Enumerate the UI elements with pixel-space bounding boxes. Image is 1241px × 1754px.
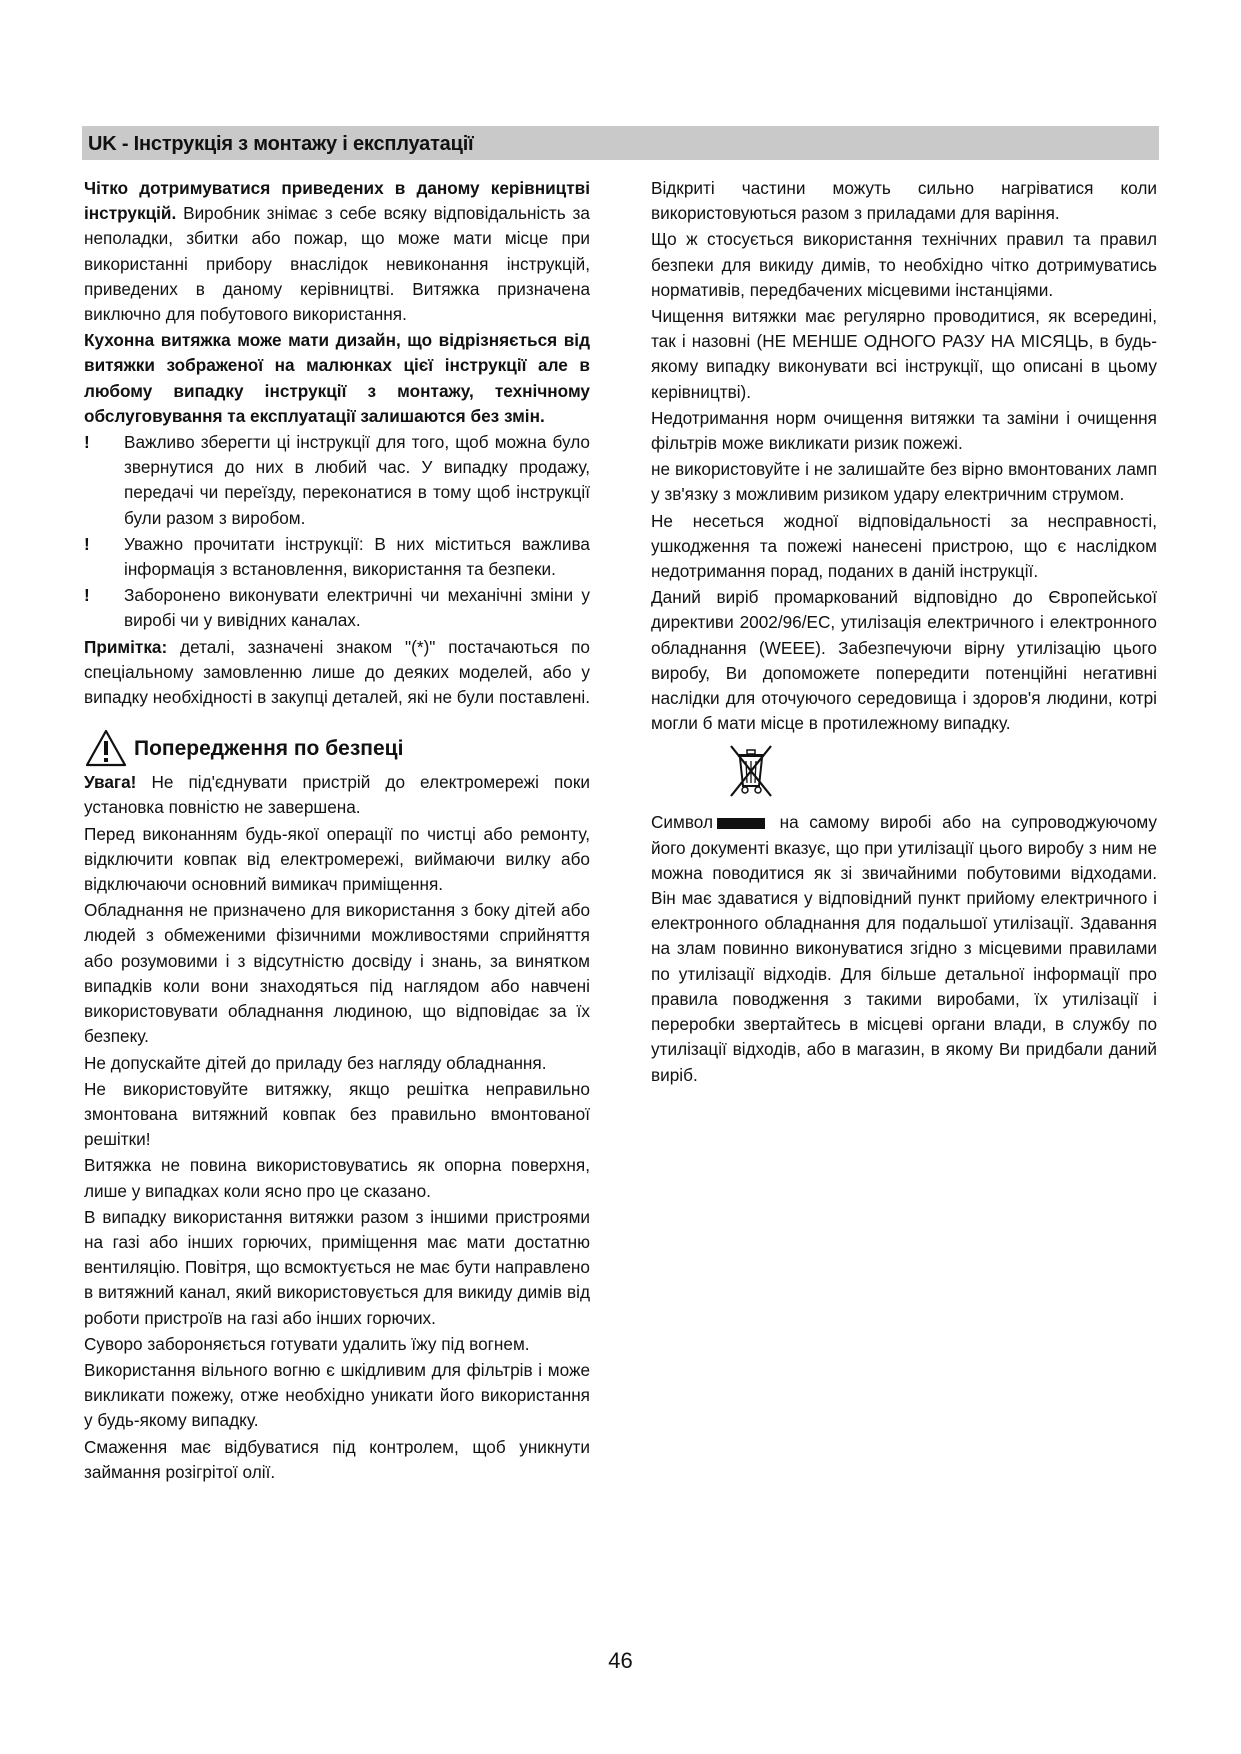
section-header-bar: [82, 126, 1159, 160]
note-paragraph: [84, 635, 590, 711]
safety-paragraph: Не використовуйте витяжку, якщо решітка неправильно змонтована витяжний ковпак без правильно вмонтованої решітки!: [84, 1078, 590, 1150]
right-paragraph: Відкриті частини можуть сильно нагріватися коли використовуються разом з приладами для варіння.: [651, 178, 1157, 224]
exclamation-mark: !: [84, 585, 90, 606]
bullet-text: Уважно прочитати інструкції: В них міститься важлива інформація з встановлення, використання та безпеки.: [124, 533, 590, 580]
warning-triangle-icon: [84, 728, 128, 768]
right-paragraph: Даний виріб промаркований відповідно до Європейської директиви 2002/96/EC, утилізація електричного і електронного обладнання (WEEE). Забезпечуючи вірну утилізацію цього виробу, Ви допоможете попередити потенційні негативні наслідки для оточуючого середовища і здоров'я людини, котрі могли б мати місце в протилежному випадку.: [651, 587, 1157, 734]
left-column: [84, 176, 590, 1486]
safety-paragraph: Не допускайте дітей до приладу без нагляду обладнання.: [84, 1052, 547, 1073]
page-title: UK - Інструкція з монтажу і експлуатації: [88, 133, 474, 155]
safety-paragraph: Використання вільного вогню є шкідливим для фільтрів і може викликати пожежу, отже необхідно уникати його використання у будь-якому випадку.: [84, 1359, 590, 1431]
bullet-text: Важливо зберегти ці інструкції для того, щоб можна було звернутися до них в любий час. У випадку продажу, передачі чи переїзду, переконатися в тому щоб інструкції були разом з виробом.: [124, 432, 590, 528]
black-bar-symbol-icon: [717, 818, 765, 829]
note-label: Примітка:: [84, 636, 168, 657]
bullet-item: [84, 532, 590, 582]
bullet-item: [84, 583, 590, 633]
safety-paragraph: Перед виконанням будь-якої операції по чистці або ремонту, відключити ковпак від електромережі, виймаючи вилку або відключаючи основний вимикач приміщення.: [84, 823, 590, 895]
safety-title: Попередження по безпеці: [134, 736, 404, 760]
safety-paragraph: Смаження має відбуватися під контролем, щоб уникнути займання розігрітої олії.: [84, 1436, 590, 1482]
warning-label: Увага!: [84, 772, 137, 793]
safety-paragraph: Обладнання не призначено для використання з боку дітей або людей з обмеженими фізичними можливостями сприйняття або розумовими і з відсутністю досвіду і знань, за винятком випадків коли вони знаходяться під наглядом або навчені використовувати обладнання людиною, що відповідає за їх безпеку.: [84, 900, 590, 1047]
intro-paragraph: [84, 176, 590, 327]
right-column: [651, 176, 1157, 1089]
note-text: деталі, зазначені знаком "(*)" постачаються по спеціальному замовленню лише до деяких моделей, або у випадку необхідності в закупці деталей, які не були поставлені.: [84, 636, 590, 708]
safety-heading: [84, 728, 590, 768]
right-paragraph: Недотримання норм очищення витяжки та заміни і очищення фільтрів може викликати ризик пожежі.: [651, 407, 1157, 454]
safety-paragraph: В випадку використання витяжки разом з іншими пристроями на газі або інших горючих, приміщення має мати достатню вентиляцію. Повітря, що всмоктується не має бути направлено в витяжний канал, який використовується для викиду димів від роботи пристроїв на газі або інших горючих.: [84, 1206, 590, 1328]
right-paragraph: не використовуйте і не залишайте без вірно вмонтованих ламп у зв'язку з можливим ризиком удару електричним струмом.: [651, 459, 1157, 505]
symbol-word: Символ: [651, 812, 713, 833]
exclamation-mark: !: [84, 533, 90, 554]
symbol-paragraph: [651, 810, 1157, 1087]
exclamation-mark: !: [84, 432, 90, 453]
right-paragraph: Чищення витяжки має регулярно проводитися, як всередині, так і назовні (НЕ МЕНШЕ ОДНОГО РАЗУ НА МІСЯЦЬ, в будь-якому випадку виконувати всі інструкції, що описані в цьому керівництві).: [651, 306, 1157, 402]
intro-text: Виробник знімає з себе всяку відповідальність за неполадки, збитки або пожар, що може мати місце при використанні прибору внаслідок невиконання інструкцій, приведених в даному керівництві. Витяжка призначена виключно для побутового використання.: [84, 203, 590, 325]
right-paragraph: Не несеться жодної відповідальності за несправності, ушкодження та пожежі нанесені пристрою, що є наслідком недотримання порад, поданих в даній інструкції.: [651, 510, 1157, 582]
safety-paragraph: Витяжка не повина використовуватись як опорна поверхня, лише у випадках коли ясно про це сказано.: [84, 1155, 590, 1201]
page-number: 46: [608, 1648, 633, 1673]
weee-bin-icon-wrap: [721, 742, 781, 800]
crossed-bin-icon: [721, 742, 781, 800]
warning-paragraph: [84, 770, 590, 820]
warning-text: Не під'єднувати пристрій до електромережі поки установка повністю не завершена.: [84, 772, 590, 818]
bullet-item: [84, 430, 590, 531]
bullet-text: Заборонено виконувати електричні чи механічні зміни у виробі чи у вивідних каналах.: [124, 585, 590, 631]
right-paragraph: Що ж стосується використання технічних правил та правил безпеки для викиду димів, то необхідно чітко дотримуватись нормативів, передбачених місцевими інстанціями.: [651, 229, 1157, 300]
design-note: Кухонна витяжка може мати дизайн, що відрізняється від витяжки зображеної на малюнках цієї інструкції але в любому випадку інструкції з монтажу, технічному обслуговування та експлуатації залишаются без змін.: [84, 330, 590, 426]
intro-bold: Чітко дотримуватися приведених в даному керівництві інструкцій.: [84, 178, 590, 224]
safety-paragraph: Суворо забороняється готувати удалить їжу під вогнем.: [84, 1333, 530, 1354]
symbol-text: на самому виробі або на супроводжуючому його документі вказує, що при утилізації цього виробу з ним не можна поводитися як зі звичайними побутовими відходами. Він має здаватися у відповідний пункт прийому електричного і електронного обладнання для подальшої утилізації. Здавання на злам повинно виконуватися згідно з місцевими правилами по утилізації відходів. Для більше детальної інформації про правила поводження з такими виробами, їх утилізації і переробки звертайтесь в місцеві органи влади, в службу по утилізації відходів, або в магазин, в якому Ви придбали даний виріб.: [651, 812, 1157, 1085]
